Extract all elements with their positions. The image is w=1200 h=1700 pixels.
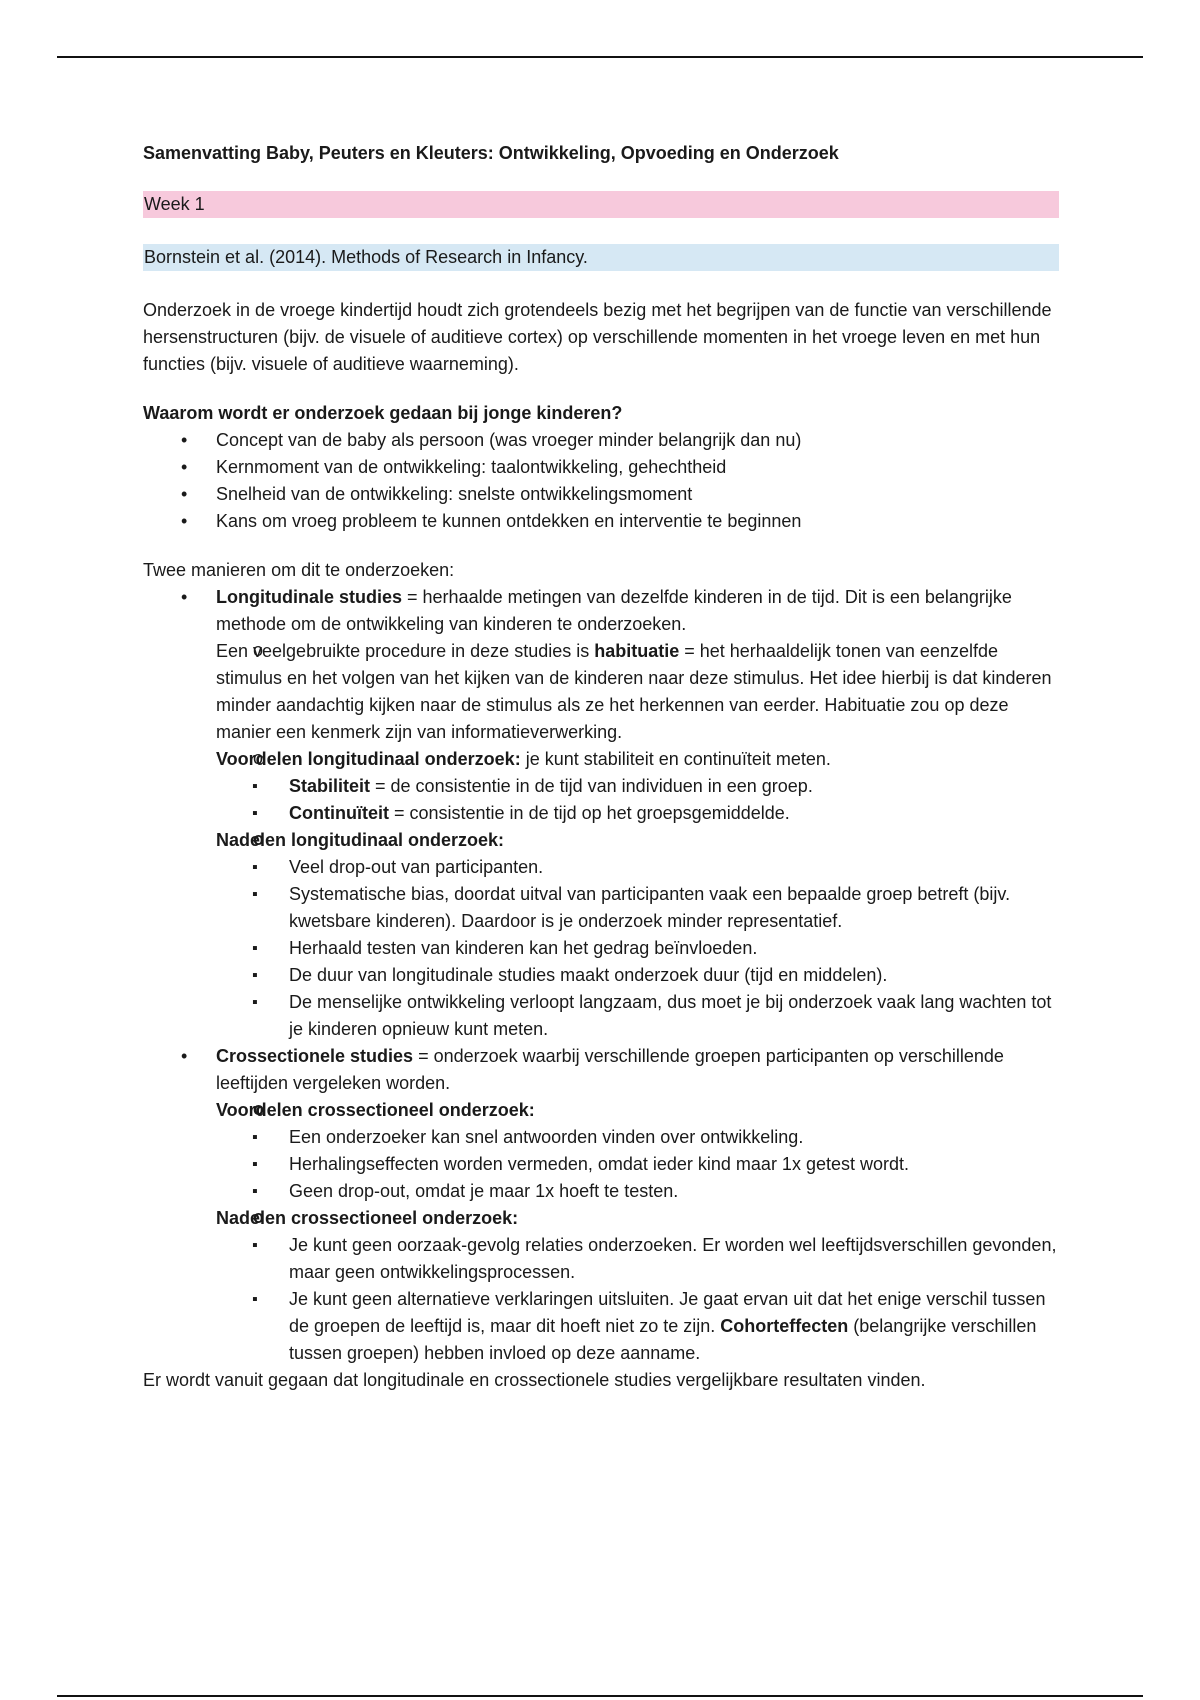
longitudinal-pros-heading: Voordelen longitudinaal onderzoek: [216, 749, 521, 769]
cohort-pre: Je kunt geen alternatieve verklaringen uitsluiten. Je gaat ervan uit dat het enige verschil tussen de groepen de leeftijd is, maar dit hoeft niet zo te zijn. [289, 1289, 1046, 1336]
longitudinal-pros [143, 746, 1059, 827]
longitudinal-cons-heading: Nadelen longitudinaal onderzoek: [216, 830, 505, 850]
list-item: ▪ Een onderzoeker kan snel antwoorden vinden over ontwikkeling. [216, 1124, 1059, 1151]
list-item: • Concept van de baby als persoon (was vroeger minder belangrijk dan nu) [143, 427, 1059, 454]
list-item: ▪ Herhalingseffecten worden vermeden, omdat ieder kind maar 1x getest wordt. [216, 1151, 1059, 1178]
longitudinal-item [143, 584, 1059, 1043]
longitudinal-cons [143, 827, 1059, 1043]
stability-term: Stabiliteit [289, 776, 371, 796]
longitudinal-pros-list [216, 773, 1059, 827]
conclusion-paragraph: Er wordt vanuit gegaan dat longitudinale en crossectionele studies vergelijkbare resultaten vinden. [143, 1370, 926, 1390]
cross-cons-list [216, 1232, 1059, 1367]
longitudinal-sublist [143, 638, 1059, 1043]
ways-list [143, 584, 1059, 1367]
longitudinal-text: = herhaalde metingen van dezelfde kinderen in de tijd. Dit is een belangrijke methode om de ontwikkeling van kinderen te onderzoeken. [216, 587, 1012, 634]
ways-intro: Twee manieren om dit te onderzoeken: [143, 560, 455, 580]
longitudinal-cons-list [216, 854, 1059, 1043]
list-item: • Kernmoment van de ontwikkeling: taalontwikkeling, gehechtheid [143, 454, 1059, 481]
cross-item [143, 1043, 1059, 1367]
cross-sublist [143, 1097, 1059, 1367]
list-item: ▪ De menselijke ontwikkeling verloopt langzaam, dus moet je bij onderzoek vaak lang wachten tot je kinderen opnieuw kunt meten. [216, 989, 1059, 1043]
habituation-post: = het herhaaldelijk tonen van eenzelfde stimulus en het volgen van het kijken van de kinderen naar deze stimulus. Het idee hierbij is dat kinderen minder aandachtig kijken naar de stimulus als ze het herkennen van eerder. Habituatie zou op deze manier een kenmerk zijn van informatieverwerking. [216, 641, 1052, 742]
cross-cons [143, 1205, 1059, 1367]
cross-text: = onderzoek waarbij verschillende groepen participanten op verschillende leeftijden vergeleken worden. [216, 1046, 1004, 1093]
reference-heading: Bornstein et al. (2014). Methods of Research in Infancy. [143, 244, 1059, 271]
list-item: ▪ Veel drop-out van participanten. [216, 854, 1059, 881]
document-body [143, 140, 1059, 1394]
bottom-rule [57, 1695, 1143, 1697]
document-title: Samenvatting Baby, Peuters en Kleuters: Ontwikkeling, Opvoeding en Onderzoek [143, 143, 839, 163]
cohort-post: (belangrijke verschillen tussen groepen) hebben invloed op deze aanname. [289, 1316, 1037, 1363]
list-item [216, 773, 1059, 800]
cross-pros-list [216, 1124, 1059, 1205]
stability-text: = de consistentie in de tijd van individuen in een groep. [370, 776, 813, 796]
habituation-pre: Een veelgebruikte procedure in deze studies is [216, 641, 595, 661]
habituation-item [143, 638, 1059, 746]
cohort-term: Cohorteffecten [720, 1316, 849, 1336]
list-item: • Kans om vroeg probleem te kunnen ontdekken en interventie te beginnen [143, 508, 1059, 535]
longitudinal-pros-text: je kunt stabiliteit en continuïteit meten. [520, 749, 831, 769]
list-item: ▪ Herhaald testen van kinderen kan het gedrag beïnvloeden. [216, 935, 1059, 962]
list-item [216, 800, 1059, 827]
list-item: ▪ Geen drop-out, omdat je maar 1x hoeft te testen. [216, 1178, 1059, 1205]
cross-pros [143, 1097, 1059, 1205]
list-item: • Snelheid van de ontwikkeling: snelste ontwikkelingsmoment [143, 481, 1059, 508]
cross-term: Crossectionele studies [216, 1046, 414, 1066]
week-heading: Week 1 [143, 191, 1059, 218]
list-item: ▪ Systematische bias, doordat uitval van participanten vaak een bepaalde groep betreft (bijv. kwetsbare kinderen). Daardoor is je onderzoek minder representatief. [216, 881, 1059, 935]
habituation-term: habituatie [594, 641, 680, 661]
top-rule [57, 56, 1143, 58]
cross-pros-heading: Voordelen crossectioneel onderzoek: [216, 1100, 535, 1120]
intro-paragraph: Onderzoek in de vroege kindertijd houdt zich grotendeels bezig met het begrijpen van de functie van verschillende hersenstructuren (bijv. de visuele of auditieve cortex) op verschillende momenten in het vroege leven en met hun functies (bijv. visuele of auditieve waarneming). [143, 300, 1052, 374]
why-list [143, 427, 1059, 535]
continuity-text: = consistentie in de tijd op het groepsgemiddelde. [388, 803, 790, 823]
cross-cons-heading: Nadelen crossectioneel onderzoek: [216, 1208, 519, 1228]
longitudinal-term: Longitudinale studies [216, 587, 403, 607]
continuity-term: Continuïteit [289, 803, 389, 823]
why-heading: Waarom wordt er onderzoek gedaan bij jonge kinderen? [143, 403, 623, 423]
list-item: ▪ Je kunt geen oorzaak-gevolg relaties onderzoeken. Er worden wel leeftijdsverschillen gevonden, maar geen ontwikkelingsprocessen. [216, 1232, 1059, 1286]
list-item [216, 1286, 1059, 1367]
list-item: ▪ De duur van longitudinale studies maakt onderzoek duur (tijd en middelen). [216, 962, 1059, 989]
